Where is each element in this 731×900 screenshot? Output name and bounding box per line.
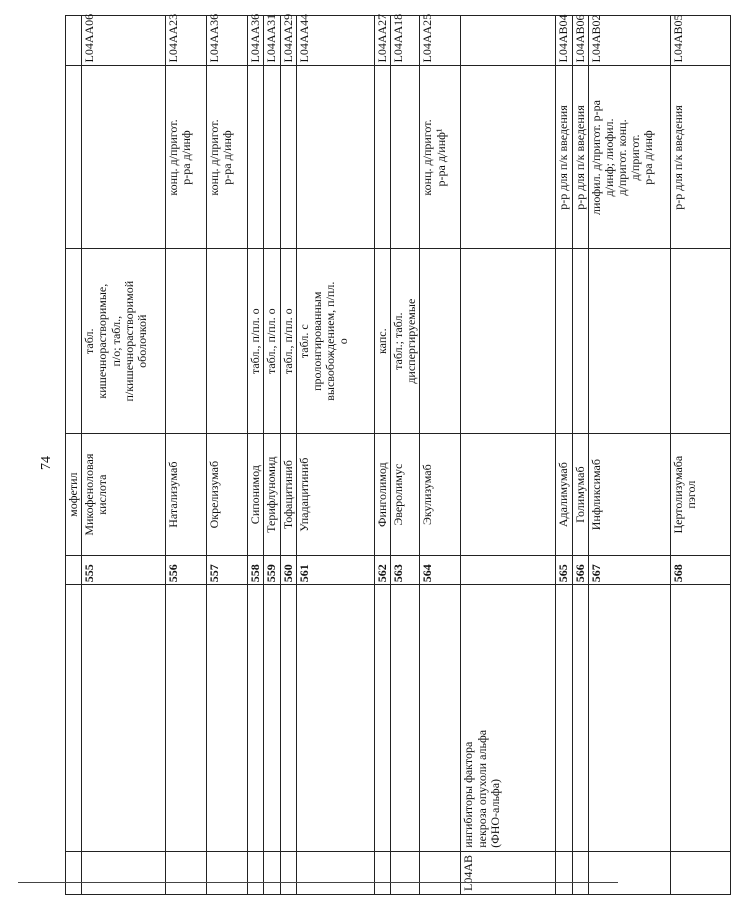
atc-group-code-cell	[296, 851, 374, 894]
atc-group-code-cell	[390, 851, 419, 894]
drug-name-cell	[390, 433, 419, 555]
table-row	[461, 16, 556, 895]
dosage-form-injection: р-р для п/к введения	[556, 105, 571, 210]
row-number: 563	[390, 564, 405, 583]
group-name-cell	[588, 585, 670, 852]
drug-name: Цертолизумаба пэгол	[670, 455, 698, 534]
row-number-cell	[166, 556, 207, 585]
drug-name-cell	[670, 433, 730, 555]
atc-group-code-cell	[82, 851, 166, 894]
group-name-cell	[248, 585, 264, 852]
atc-code-cell	[296, 13, 374, 66]
row-number-cell	[556, 556, 572, 585]
table-row	[248, 16, 264, 895]
table-row	[66, 16, 82, 895]
dosage-form-injection-cell	[461, 66, 556, 249]
atc-code-cell	[207, 13, 248, 66]
dosage-form-injection: лиофил. д/пригот. р-ра д/инф; лиофил. д/пригот. конц. д/пригот. р-ра д/инф	[588, 99, 656, 215]
atc-code: L04AA25	[420, 13, 435, 63]
group-name-cell	[374, 585, 390, 852]
dosage-form-oral-cell	[82, 249, 166, 433]
atc-code-cell	[248, 13, 264, 66]
atc-code-cell	[166, 13, 207, 66]
dosage-form-injection: конц. д/пригот. р-ра д/инф¹	[420, 119, 448, 196]
atc-code: L04AA27	[374, 13, 389, 63]
atc-group-code-cell	[207, 851, 248, 894]
table-row	[207, 16, 248, 895]
dosage-form-injection-cell	[248, 66, 264, 249]
dosage-form-oral-cell	[670, 249, 730, 433]
atc-code: L04AA36	[248, 13, 263, 63]
page-number: 74	[39, 456, 54, 470]
drug-name-cell	[280, 433, 296, 555]
table-row	[420, 16, 461, 895]
atc-code-cell	[572, 16, 588, 66]
row-number-cell	[280, 556, 296, 585]
dosage-form-oral-cell	[374, 249, 390, 433]
atc-group-code-cell	[166, 851, 207, 894]
atc-code-cell	[588, 16, 670, 66]
drug-name: Финголимод	[374, 462, 389, 527]
dosage-form-injection-cell	[390, 66, 419, 249]
dosage-form-injection: р-р для п/к введения	[572, 105, 587, 210]
dosage-form-oral-cell	[572, 249, 588, 433]
page-bottom-rule	[18, 882, 618, 883]
drug-name: Окрелизумаб	[207, 460, 222, 529]
atc-group-code-cell	[461, 851, 556, 894]
row-number: 561	[296, 564, 311, 583]
dosage-form-injection-cell	[670, 66, 730, 249]
group-name-cell	[66, 585, 82, 852]
drug-name-cell	[248, 433, 264, 555]
atc-group-code-cell	[588, 851, 670, 894]
group-name-cell	[207, 585, 248, 852]
row-number: 567	[588, 564, 603, 583]
dosage-form-injection-cell	[82, 66, 166, 249]
atc-group-code: L04AB	[461, 855, 476, 891]
atc-code: L04AA23	[166, 13, 181, 63]
dosage-form-oral: табл., п/пл. о	[280, 308, 295, 375]
drug-name-cell	[420, 433, 461, 555]
dosage-form-oral-cell	[420, 249, 461, 433]
row-number-cell	[572, 556, 588, 585]
atc-code: L04AA31	[264, 13, 279, 63]
drug-name-cell	[82, 433, 166, 555]
group-name: ингибиторы фактора некроза опухоли альфа (ФНО-альфа)	[461, 729, 502, 848]
table-row	[264, 16, 280, 895]
group-name-cell	[390, 585, 419, 852]
dosage-form-injection-cell	[588, 66, 670, 249]
group-name-cell	[556, 585, 572, 852]
row-number-cell	[296, 556, 374, 585]
group-name-cell	[82, 585, 166, 852]
atc-code: L04AA44	[296, 13, 311, 63]
row-number: 557	[207, 564, 222, 583]
row-number: 565	[556, 564, 571, 583]
table-row	[572, 16, 588, 895]
row-number: 568	[670, 564, 685, 583]
dosage-form-oral: табл. с пролонгированным высвобождением, п/пл. о	[296, 281, 351, 401]
atc-group-code-cell	[420, 851, 461, 894]
dosage-form-injection-cell	[66, 66, 82, 249]
dosage-form-oral: табл.; табл. диспергируемые	[390, 298, 419, 384]
row-number-cell	[264, 556, 280, 585]
drug-name-cell	[572, 433, 588, 555]
row-number: 560	[280, 564, 295, 583]
drug-name: Инфликсимаб	[588, 459, 603, 531]
group-name-cell	[296, 585, 374, 852]
dosage-form-injection-cell	[280, 66, 296, 249]
atc-group-code-cell	[374, 851, 390, 894]
drug-name-cell	[374, 433, 390, 555]
drug-name: Адалимумаб	[556, 462, 571, 528]
dosage-form-oral-cell	[166, 249, 207, 433]
drug-name: Тофацитиниб	[280, 460, 295, 530]
dosage-form-oral-cell	[207, 249, 248, 433]
table-row	[556, 16, 572, 895]
atc-code: L04AB05	[670, 14, 685, 63]
drug-name-cell	[588, 433, 670, 555]
row-number: 556	[166, 564, 181, 583]
drug-name-cell	[66, 433, 82, 555]
row-number-cell	[248, 556, 264, 585]
drug-name-cell	[264, 433, 280, 555]
atc-code-cell	[420, 13, 461, 66]
drug-name: Эверолимус	[390, 463, 405, 526]
dosage-form-oral: табл., п/пл. о	[264, 308, 279, 375]
atc-code-cell	[556, 16, 572, 66]
atc-code-cell	[82, 13, 166, 66]
rotated-table-wrapper	[65, 13, 698, 895]
drug-name: Сипонимод	[248, 465, 263, 525]
row-number-cell	[670, 556, 730, 585]
row-number: 558	[248, 564, 263, 583]
group-name-cell	[166, 585, 207, 852]
drug-name: Терифлуномид	[264, 456, 279, 533]
drug-name-cell	[556, 433, 572, 555]
dosage-form-injection-cell	[296, 66, 374, 249]
group-name-cell	[461, 585, 556, 852]
group-name-cell	[280, 585, 296, 852]
table-row	[670, 16, 730, 895]
atc-code-cell	[280, 13, 296, 66]
table-row	[374, 16, 390, 895]
atc-code-cell	[264, 13, 280, 66]
table-row	[82, 16, 166, 895]
dosage-form-oral-cell	[296, 249, 374, 433]
dosage-form-injection-cell	[572, 66, 588, 249]
group-name-cell	[264, 585, 280, 852]
atc-group-code-cell	[66, 851, 82, 894]
row-number: 566	[572, 564, 587, 583]
atc-code: L04AB04	[556, 14, 571, 63]
dosage-form-oral-cell	[556, 249, 572, 433]
drug-name: мофетил	[66, 472, 80, 517]
dosage-form-oral-cell	[588, 249, 670, 433]
row-number: 562	[374, 564, 389, 583]
drug-table	[65, 15, 731, 895]
dosage-form-oral-cell	[461, 249, 556, 433]
dosage-form-oral-cell	[248, 249, 264, 433]
dosage-form-oral-cell	[66, 249, 82, 433]
row-number: 555	[82, 564, 97, 583]
atc-code: L04AA06	[82, 13, 97, 63]
atc-code: L04AA18	[390, 13, 405, 63]
row-number-cell	[390, 556, 419, 585]
row-number-cell	[420, 556, 461, 585]
atc-group-code-cell	[280, 851, 296, 894]
dosage-form-injection-cell	[374, 66, 390, 249]
group-name-cell	[420, 585, 461, 852]
dosage-form-oral: табл., п/пл. о	[248, 308, 263, 375]
atc-code-cell	[390, 13, 419, 66]
atc-code: L04AA36	[207, 13, 222, 63]
table-row	[390, 16, 419, 895]
drug-name: Упадацитиниб	[296, 457, 311, 532]
dosage-form-oral: табл. кишечнорастворимые, п/о; табл., п/кишечнорастворимой оболочкой	[82, 280, 149, 402]
atc-group-code-cell	[670, 851, 730, 894]
atc-group-code-cell	[572, 851, 588, 894]
row-number-cell	[461, 556, 556, 585]
table-row	[588, 16, 670, 895]
row-number-cell	[66, 556, 82, 585]
group-name-cell	[670, 585, 730, 852]
row-number-cell	[82, 556, 166, 585]
atc-code: L04AA29	[280, 13, 295, 63]
group-name-cell	[572, 585, 588, 852]
drug-name-cell	[207, 433, 248, 555]
dosage-form-injection-cell	[166, 66, 207, 249]
dosage-form-injection-cell	[556, 66, 572, 249]
table-body	[66, 13, 731, 895]
atc-group-code-cell	[556, 851, 572, 894]
atc-group-code-cell	[248, 851, 264, 894]
atc-group-code-cell	[264, 851, 280, 894]
atc-code-cell	[670, 16, 730, 66]
drug-name: Микофеноловая кислота	[82, 453, 110, 536]
atc-code-cell	[461, 16, 556, 66]
dosage-form-injection-cell	[264, 66, 280, 249]
table-row	[166, 16, 207, 895]
dosage-form-injection: конц. д/пригот. р-ра д/инф	[166, 119, 194, 196]
row-number-cell	[588, 556, 670, 585]
dosage-form-injection-cell	[207, 66, 248, 249]
atc-code-cell	[66, 16, 82, 66]
dosage-form-oral-cell	[390, 249, 419, 433]
drug-name-cell	[166, 433, 207, 555]
table-row	[280, 16, 296, 895]
drug-name-cell	[461, 433, 556, 555]
dosage-form-oral-cell	[280, 249, 296, 433]
table-row	[296, 16, 374, 895]
dosage-form-injection-cell	[420, 66, 461, 249]
dosage-form-oral: капс.	[374, 328, 389, 354]
dosage-form-injection: р-р для п/к введения	[670, 105, 685, 210]
row-number: 564	[420, 564, 435, 583]
row-number-cell	[374, 556, 390, 585]
atc-code: L04AB02	[588, 14, 603, 63]
atc-code: L04AB06	[572, 14, 587, 63]
drug-name-cell	[296, 433, 374, 555]
dosage-form-oral-cell	[264, 249, 280, 433]
atc-code-cell	[374, 13, 390, 66]
drug-name: Голимумаб	[572, 466, 587, 523]
dosage-form-injection: конц. д/пригот. р-ра д/инф	[207, 119, 235, 196]
drug-name: Натализумаб	[166, 461, 181, 528]
row-number: 559	[264, 564, 279, 583]
row-number-cell	[207, 556, 248, 585]
drug-name: Экулизумаб	[420, 464, 435, 526]
